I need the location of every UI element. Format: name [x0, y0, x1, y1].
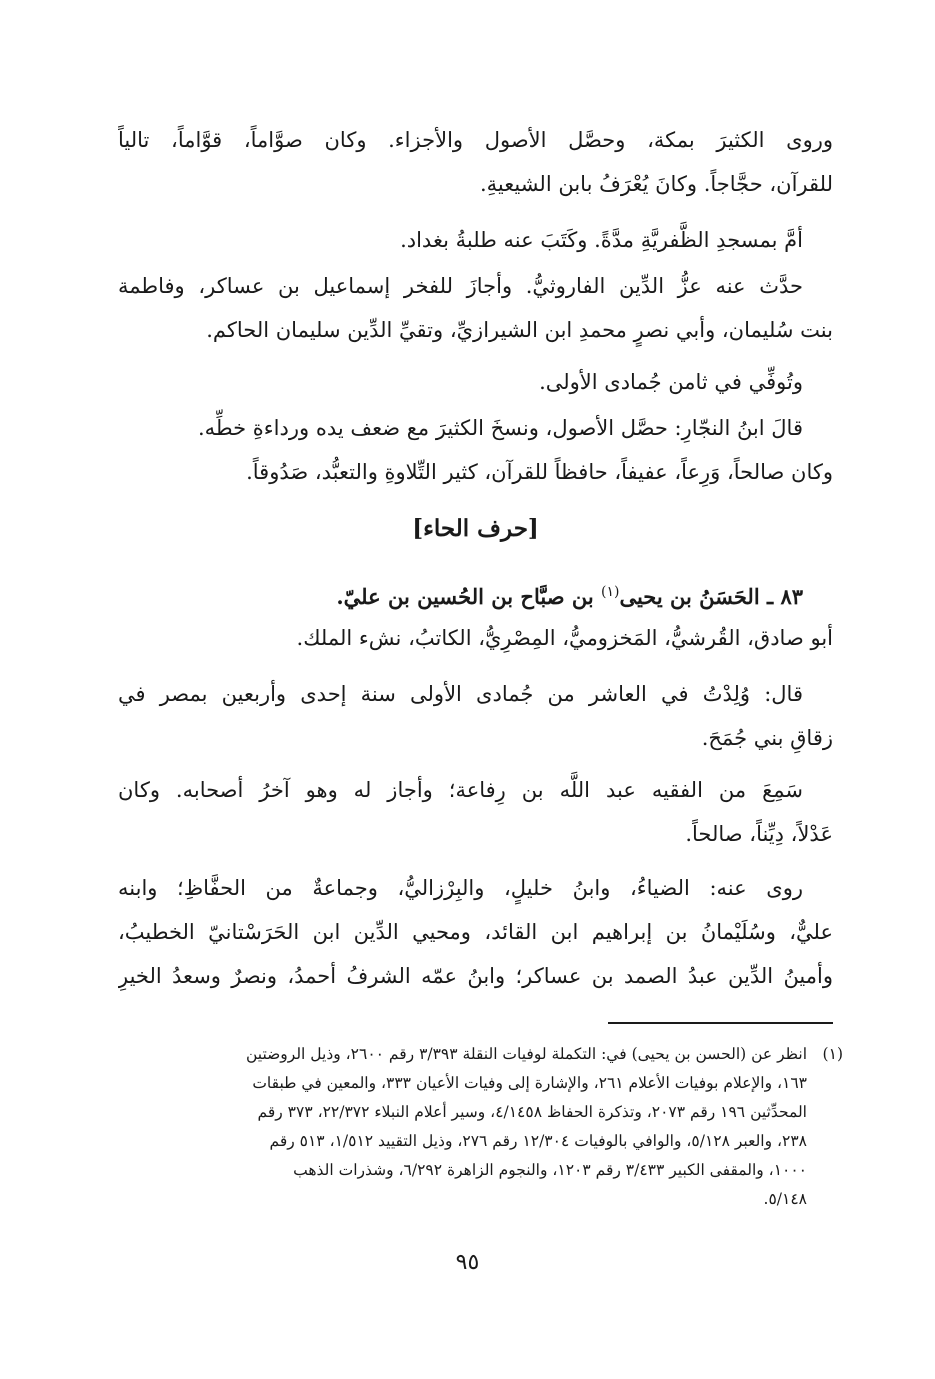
text-line: للقرآن، حجَّاجاً. وكانَ يُعْرَفُ بابن الشيعيةِ.: [479, 172, 833, 196]
text-line: قال: وُلِدْتُ في العاشر من جُمادى الأولى سنة إحدى وأربعين بمصر في: [118, 682, 803, 706]
paragraph-2: [118, 218, 833, 262]
text-line: وأمينُ الدِّين عبدُ الصمد بن عساكر؛ وابنُ عمّه الشرفُ أحمدُ، ونصرٌ وسعدُ الخيرِ: [118, 964, 833, 988]
footnote-number: (١): [822, 1045, 843, 1063]
footnote-line: ٢٣٨، والعبر ٥/١٢٨، والوافي بالوفيات ١٢/٣٠٤ رقم ٢٧٦، وذيل التقييد ١/٥١٢، ٥١٣ رقم: [269, 1132, 807, 1150]
text-line: وروى الكثيرَ بمكة، وحصَّل الأصول والأجزاء. وكان صوَّاماً، قوَّاماً، تالياً: [118, 128, 833, 152]
text-line: أبو صادق، القُرشيُّ، المَخزوميُّ، المِصْرِيُّ، الكاتبُ، نشء الملك.: [296, 626, 833, 650]
text-line: وكان صالحاً، وَرِعاً، عفيفاً، حافظاً للقرآن، كثير التِّلاوةِ والتعبُّد، صَدُوقاً.: [246, 460, 833, 484]
text-line: روى عنه: الضياءُ، وابنُ خليلٍ، والبِرْزاليُّ، وجماعةٌ من الحفَّاظِ؛ وابنه: [118, 876, 803, 900]
paragraph-3: [118, 264, 833, 352]
text-line: حدَّث عنه عزُّ الدِّين الفاروثيُّ. وأجازَ للفخر إسماعيل بن عساكر، وفاطمة: [118, 274, 803, 298]
text-line: عَدْلاً، دِيِّناً، صالحاً.: [685, 822, 833, 846]
paragraph-6: [118, 616, 833, 660]
footnotes: [118, 1040, 843, 1214]
paragraph-9: [118, 866, 833, 998]
page-number: ٩٥: [455, 1250, 480, 1275]
paragraph-8: [118, 768, 833, 856]
text-line: قالَ ابنُ النجّارِ: حصَّل الأصول، ونسخَ الكثيرَ مع ضعف يده ورداءةِ خطِّه.: [197, 416, 803, 440]
footnote-line: ١٦٣، والإعلام بوفيات الأعلام ٢٦١، والإشارة إلى وفيات الأعيان ٣٣٣، والمعين في طبقات: [252, 1074, 807, 1092]
paragraph-5: [118, 406, 833, 494]
entry-name: ٨٣ ـ الحَسَنُ بن يحيى: [619, 584, 803, 609]
entry-heading: [118, 570, 833, 619]
text-line: زقاقِ بني جُمَحَ.: [701, 726, 833, 750]
paragraph-1: [118, 118, 833, 206]
paragraph-4: [118, 360, 833, 404]
footnote-line: المحدِّثين ١٩٦ رقم ٢٠٧٣، وتذكرة الحفاظ ٤/١٤٥٨، وسير أعلام النبلاء ٢٢/٣٧٢، ٣٧٣ رقم: [257, 1103, 807, 1121]
section-heading: [حرف الحاء]: [412, 515, 539, 542]
footnote-line: ١٠٠٠، والمقفى الكبير ٣/٤٣٣ رقم ١٢٠٣، والنجوم الزاهرة ٦/٢٩٢، وشذرات الذهب: [293, 1161, 807, 1179]
text-line: عليٌّ، وسُلَيْمانُ بن إبراهيم ابن القائد، ومحيي الدِّين ابن الحَرَسْتانيّ الخطيبُ،: [118, 920, 833, 944]
text-line: وتُوفِّي في ثامن جُمادى الأولى.: [539, 370, 803, 394]
paragraph-7: [118, 672, 833, 760]
text-line: سَمِعَ من الفقيه عبد اللَّه بن رِفاعة؛ وأجاز له وهو آخرُ أصحابه. وكان: [118, 778, 803, 802]
entry-heading-line: [118, 570, 833, 619]
text-line: أمَّ بمسجدِ الظَّفريَّةِ مدَّةً. وكَتَبَ عنه طلبةُ بغداد.: [400, 228, 803, 252]
text-line: بنت سُليمان، وأبي نصرٍ محمدِ ابن الشيرازيِّ، وتقيِّ الدِّين سليمان الحاكم.: [206, 318, 833, 342]
footnote-reference[interactable]: (١): [600, 584, 620, 600]
entry-lineage: بن صبَّاح بن الحُسين بن عليّ.: [336, 584, 601, 609]
footnote-line: [118, 1040, 843, 1069]
footnote-text: انظر عن (الحسن بن يحيى) في: التكملة لوفيات النقلة ٣/٣٩٣ رقم ٢٦٠٠، وذيل الروضتين: [245, 1045, 807, 1063]
footnote-line: ٥/١٤٨.: [763, 1190, 807, 1208]
footnote-divider: [608, 1022, 833, 1024]
